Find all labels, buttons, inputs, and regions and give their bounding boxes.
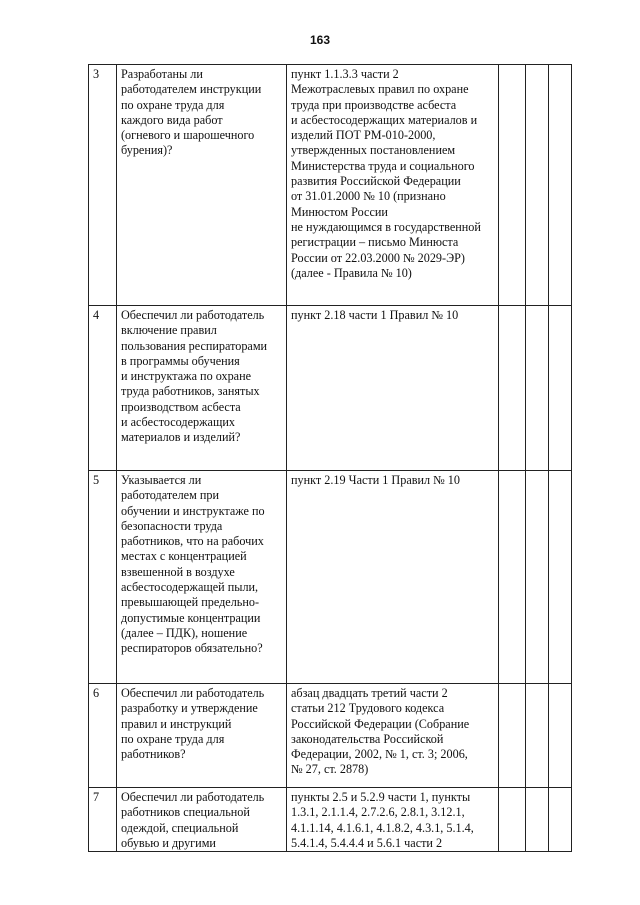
text-line: изделий ПОТ РМ-010-2000, xyxy=(291,128,436,143)
text-line: в программы обучения xyxy=(121,353,240,368)
text-line: материалов и изделий? xyxy=(121,430,241,445)
text-line: Обеспечил ли работодатель xyxy=(121,308,265,322)
answer-no-cell xyxy=(526,684,549,788)
text-line: 5.4.1.4, 5.4.4.4 и 5.6.1 части 2 xyxy=(291,835,443,850)
answer-no-cell xyxy=(526,788,549,852)
text-line: не нуждающимся в государственной xyxy=(291,219,481,234)
table-row xyxy=(89,306,572,471)
answer-yes-cell xyxy=(499,471,526,684)
row-number: 5 xyxy=(89,471,117,684)
reference-cell xyxy=(287,471,499,684)
row-number: 4 xyxy=(89,306,117,471)
text-line: безопасности труда xyxy=(121,518,223,533)
text-line: развития Российской Федерации xyxy=(291,174,461,189)
answer-yes-cell xyxy=(499,684,526,788)
text-line: превышающей предельно- xyxy=(121,595,260,610)
text-line: Федерации, 2002, № 1, ст. 3; 2006, xyxy=(291,747,468,762)
text-line: Межотраслевых правил по охране xyxy=(291,82,469,97)
answer-no-cell xyxy=(526,306,549,471)
text-line: пункты 2.5 и 5.2.9 части 1, пункты xyxy=(291,790,471,804)
table-row xyxy=(89,788,572,852)
reference-cell xyxy=(287,788,499,852)
text-line: разработку и утверждение xyxy=(121,701,258,716)
answer-na-cell xyxy=(549,471,572,684)
text-line: 1.3.1, 2.1.1.4, 2.7.2.6, 2.8.1, 3.12.1, xyxy=(291,805,465,820)
text-line: регистрации – письмо Минюста xyxy=(291,235,459,250)
text-line: абзац двадцать третий части 2 xyxy=(291,686,448,700)
text-line: № 27, ст. 2878) xyxy=(291,762,369,777)
row-number: 7 xyxy=(89,788,117,852)
text-line: (огневого и шарошечного xyxy=(121,128,255,143)
text-line: 4.1.1.14, 4.1.6.1, 4.1.8.2, 4.3.1, 5.1.4, xyxy=(291,820,474,835)
answer-na-cell xyxy=(549,684,572,788)
answer-na-cell xyxy=(549,306,572,471)
table-row xyxy=(89,684,572,788)
answer-na-cell xyxy=(549,65,572,306)
table-row xyxy=(89,65,572,306)
checklist-table xyxy=(88,64,572,852)
text-line: от 31.01.2000 № 10 (признано xyxy=(291,189,446,204)
text-line: работников? xyxy=(121,747,186,762)
text-line: каждого вида работ xyxy=(121,112,223,127)
text-line: (далее – ПДК), ношение xyxy=(121,625,248,640)
text-line: производством асбеста xyxy=(121,399,241,414)
text-line: одеждой, специальной xyxy=(121,820,239,835)
page-number: 163 xyxy=(309,33,331,47)
text-line: статьи 212 Трудового кодекса xyxy=(291,701,445,716)
text-line: законодательства Российской xyxy=(291,731,444,746)
text-line: Российской Федерации (Собрание xyxy=(291,716,470,731)
text-line: пользования респираторами xyxy=(121,338,268,353)
text-line: бурения)? xyxy=(121,143,173,158)
question-cell xyxy=(117,684,287,788)
checklist-body xyxy=(89,65,572,852)
answer-no-cell xyxy=(526,471,549,684)
text-line: пункт 2.19 Части 1 Правил № 10 xyxy=(291,473,460,487)
text-line: России от 22.03.2000 № 2029-ЭР) xyxy=(291,250,465,265)
text-line: утвержденных постановлением xyxy=(291,143,456,158)
text-line: правил и инструкций xyxy=(121,716,232,731)
text-line: труда работников, занятых xyxy=(121,384,260,399)
text-line: по охране труда для xyxy=(121,97,225,112)
text-line: пункт 2.18 части 1 Правил № 10 xyxy=(291,308,459,322)
answer-yes-cell xyxy=(499,788,526,852)
reference-cell xyxy=(287,306,499,471)
answer-yes-cell xyxy=(499,306,526,471)
text-line: Указывается ли xyxy=(121,473,202,487)
text-line: работодателем при xyxy=(121,488,219,503)
text-line: обучении и инструктаже по xyxy=(121,503,265,518)
text-line: Разработаны ли xyxy=(121,67,203,81)
text-line: Обеспечил ли работодатель xyxy=(121,790,265,804)
text-line: асбестосодержащей пыли, xyxy=(121,580,259,595)
table-row xyxy=(89,471,572,684)
reference-cell xyxy=(287,684,499,788)
text-line: взвешенной в воздухе xyxy=(121,564,235,579)
text-line: труда при производстве асбеста xyxy=(291,97,457,112)
answer-na-cell xyxy=(549,788,572,852)
text-line: и асбестосодержащих xyxy=(121,415,235,430)
text-line: местах с концентрацией xyxy=(121,549,247,564)
text-line: Обеспечил ли работодатель xyxy=(121,686,265,700)
answer-no-cell xyxy=(526,65,549,306)
text-line: респираторов обязательно? xyxy=(121,641,263,656)
text-line: обувью и другими xyxy=(121,835,216,850)
reference-cell xyxy=(287,65,499,306)
text-line: (далее - Правила № 10) xyxy=(291,265,412,280)
text-line: и инструктажа по охране xyxy=(121,369,252,384)
text-line: Минюстом России xyxy=(291,204,388,219)
text-line: и асбестосодержащих материалов и xyxy=(291,112,478,127)
text-line: работодателем инструкции xyxy=(121,82,262,97)
row-number: 3 xyxy=(89,65,117,306)
text-line: Министерства труда и социального xyxy=(291,158,475,173)
answer-yes-cell xyxy=(499,65,526,306)
text-line: по охране труда для xyxy=(121,731,225,746)
text-line: допустимые концентрации xyxy=(121,610,261,625)
question-cell xyxy=(117,788,287,852)
question-cell xyxy=(117,65,287,306)
question-cell xyxy=(117,471,287,684)
question-cell xyxy=(117,306,287,471)
text-line: пункт 1.1.3.3 части 2 xyxy=(291,67,399,81)
row-number: 6 xyxy=(89,684,117,788)
text-line: работников, что на рабочих xyxy=(121,534,264,549)
text-line: включение правил xyxy=(121,323,217,338)
text-line: работников специальной xyxy=(121,805,250,820)
